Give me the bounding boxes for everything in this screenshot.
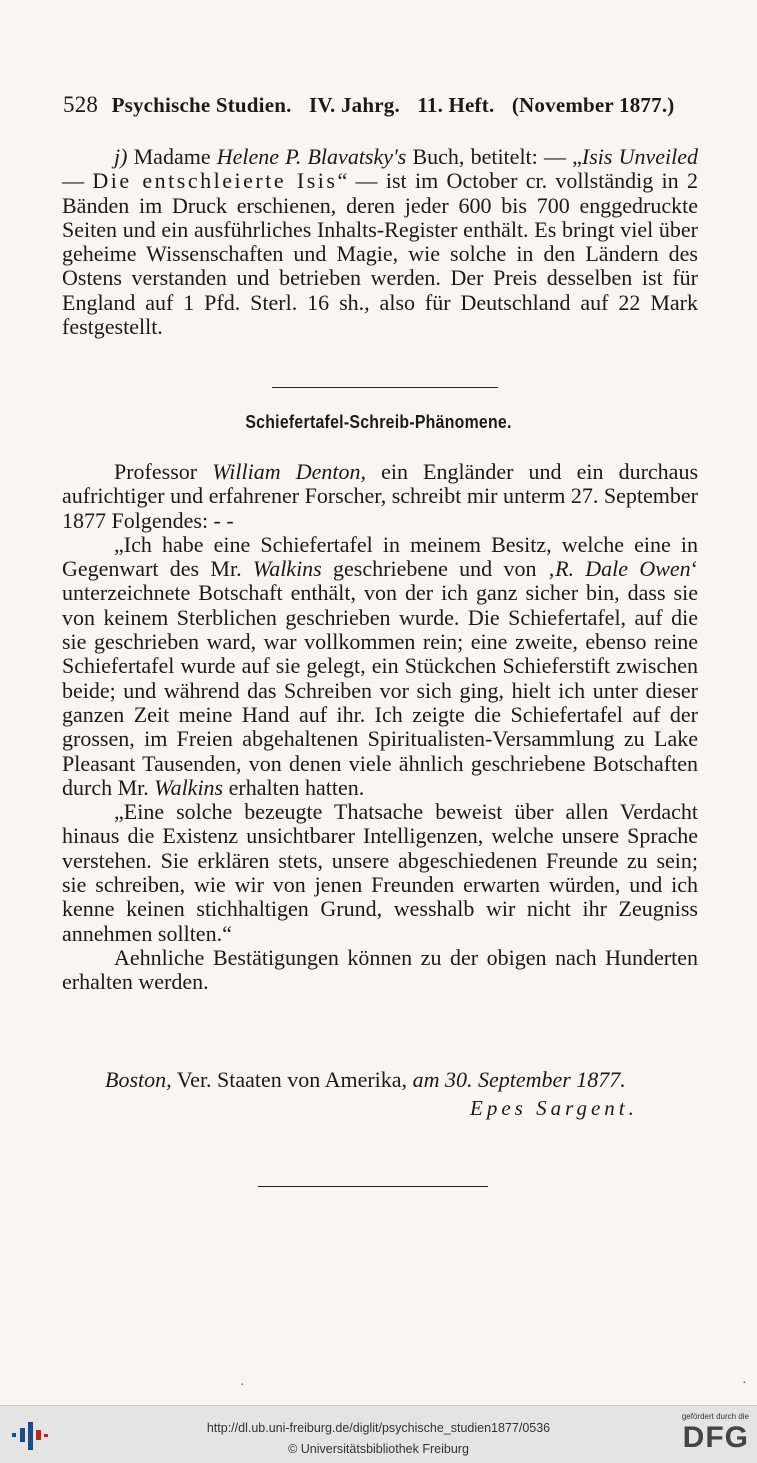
paragraph: „Eine solche bezeugte Thatsache beweist über allen Verdacht hinaus die Existenz unsichtbarer Intelligenzen, welche unsere Sprache verstehen. Sie erklären stets, unsere abgeschiedenen Freunde zu sein; sie schreiben, wie wir von jenen Freunden erwarten würden, und ich kenne keinen stichhaltigen Grund, wesshalb wir nicht ihr Zeugniss annehmen sollten.“: [62, 799, 698, 946]
dfg-logo-icon: [663, 1412, 749, 1458]
person-name: R. Dale Owen: [555, 556, 691, 582]
place-and-date: [105, 1067, 626, 1093]
signature: Epes Sargent.: [470, 1096, 638, 1120]
issue-label: 11. Heft.: [417, 93, 495, 117]
paragraph-text: Professor: [114, 459, 213, 484]
closing-divider: [258, 1186, 488, 1187]
note-label: j): [114, 144, 128, 169]
volume-label: IV. Jahrg.: [309, 93, 400, 117]
funder-note: gefördert durch die: [681, 1412, 749, 1421]
paragraph: Aehnliche Bestätigungen können zu der obigen nach Hunderten erhalten werden.: [62, 944, 698, 995]
book-title-german: Die entschleierte Isis: [92, 168, 338, 194]
note-j-paragraph: [62, 145, 698, 339]
country-name: Ver. Staaten von Amerika,: [171, 1067, 413, 1092]
ink-mark: ·: [240, 1378, 245, 1393]
note-text: —: [62, 168, 93, 194]
article-body: [62, 460, 698, 995]
paragraph-text: ‘ unterzeichnete Botschaft enthält, von der ich ganz sicher bin, dass sie von keinem Sterblichen geschrieben wurde. Die Schiefertafel, auf die sie geschrieben ward, war vollkommen rein; eine zweite, ebenso reine Schiefertafel wurde auf sie gelegt, ein Stückchen Schieferstift zwischen beide; und während das Schreiben vor sich ging, hielt ich unter dieser ganzen Zeit meine Hand auf ihr. Ich zeigte die Schiefertafel auf der grossen, im Freien abgehaltenen Spiritualisten-Versammlung zu Lake Pleasant Tausenden, von denen viele ähnlich geschriebene Botschaften durch Mr.: [62, 556, 698, 800]
paragraph-text: „Ich habe eine Schiefertafel in meinem Besitz, welche eine in Gegenwart des Mr.: [62, 531, 698, 582]
note-text: Madame: [127, 144, 217, 169]
letter-date: am 30. September 1877.: [412, 1067, 626, 1092]
paragraph-text: ein Engländer und ein durchaus aufrichtiger und erfahrener Forscher, schreibt mir unterm 27. September 1877 Folgendes: - -: [62, 459, 699, 533]
issue-date: (November 1877.): [511, 93, 675, 117]
page-number: 528: [63, 92, 99, 117]
paragraph: [62, 460, 698, 533]
permalink-url[interactable]: http://dl.ub.uni-freiburg.de/diglit/psychische_studien1877/0536: [206, 1421, 551, 1435]
ink-mark: ·: [742, 1376, 747, 1391]
note-text: Buch, betitelt: — „: [406, 144, 582, 169]
section-heading: Schiefertafel-Schreib-Phänomene.: [245, 412, 512, 432]
section-divider: [272, 387, 498, 388]
journal-title: Psychische Studien.: [111, 93, 292, 117]
paragraph-text: geschriebene und von ‚: [321, 556, 556, 582]
person-name: William Denton,: [212, 459, 366, 484]
author-name: Helene P. Blavatsky's: [216, 144, 407, 169]
paragraph-text: erhalten hatten.: [223, 774, 365, 800]
copyright-notice: © Universitätsbibliothek Freiburg: [288, 1442, 469, 1456]
viewer-footer: [0, 1405, 757, 1463]
book-title-english: Isis Unveiled: [581, 144, 699, 169]
funder-name: DFG: [682, 1421, 749, 1454]
paragraph: [62, 533, 698, 800]
person-name: Walkins: [252, 556, 322, 582]
person-name: Walkins: [154, 774, 224, 800]
note-text: “ — ist im October cr. vollständig in 2 Bänden im Druck erschienen, deren jeder 600 bis 700 enggedruckte Seiten und ein ausführliches Inhalts-Register enthält. Es bringt viel über geheime Wissenschaften und Magie, wie solche in den Ländern des Ostens verstanden und betrieben werden. Der Preis desselben ist für England auf 1 Pfd. Sterl. 16 sh., also für Deutschland auf 22 Mark festgestellt.: [62, 168, 698, 340]
running-header: [63, 92, 703, 118]
place-name: Boston,: [105, 1067, 172, 1092]
